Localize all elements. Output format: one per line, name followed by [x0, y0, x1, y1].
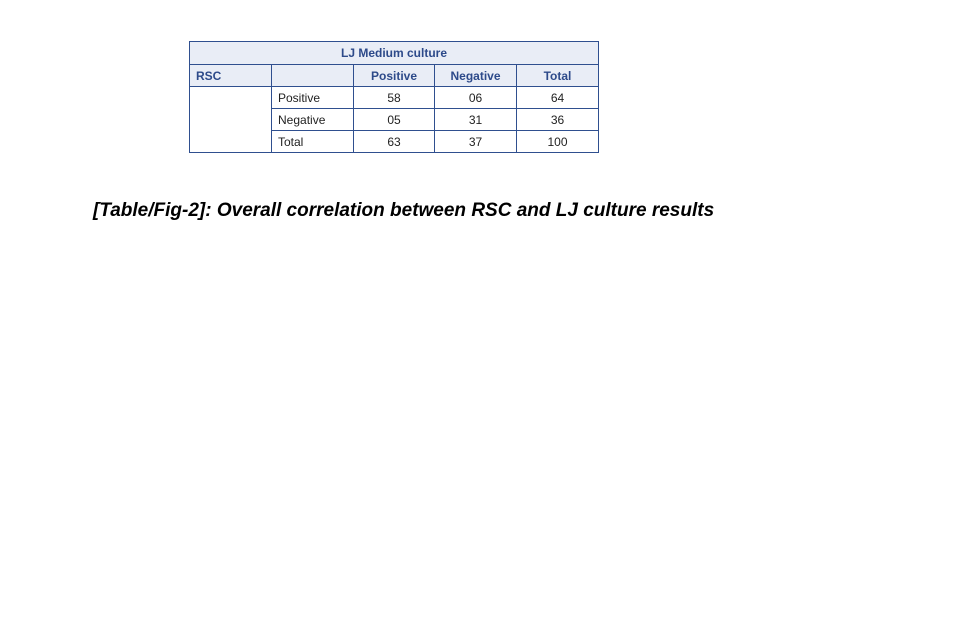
cell-value: 64	[517, 87, 599, 109]
row-group-label: RSC	[190, 65, 272, 87]
cell-value: 31	[435, 109, 517, 131]
table-title: LJ Medium culture	[190, 42, 599, 65]
column-header-negative: Negative	[435, 65, 517, 87]
rsc-group-cell	[190, 87, 272, 153]
row-label: Total	[272, 131, 354, 153]
cell-value: 58	[354, 87, 435, 109]
cell-value: 100	[517, 131, 599, 153]
cell-value: 63	[354, 131, 435, 153]
correlation-table	[189, 41, 599, 153]
column-header-positive: Positive	[354, 65, 435, 87]
cell-value: 36	[517, 109, 599, 131]
header-blank-cell	[272, 65, 354, 87]
table-row	[190, 87, 599, 109]
header-row	[190, 65, 599, 87]
row-label: Positive	[272, 87, 354, 109]
cell-value: 06	[435, 87, 517, 109]
figure-caption: [Table/Fig-2]: Overall correlation between RSC and LJ culture results	[93, 200, 715, 221]
row-label: Negative	[272, 109, 354, 131]
column-header-total: Total	[517, 65, 599, 87]
cell-value: 05	[354, 109, 435, 131]
cell-value: 37	[435, 131, 517, 153]
